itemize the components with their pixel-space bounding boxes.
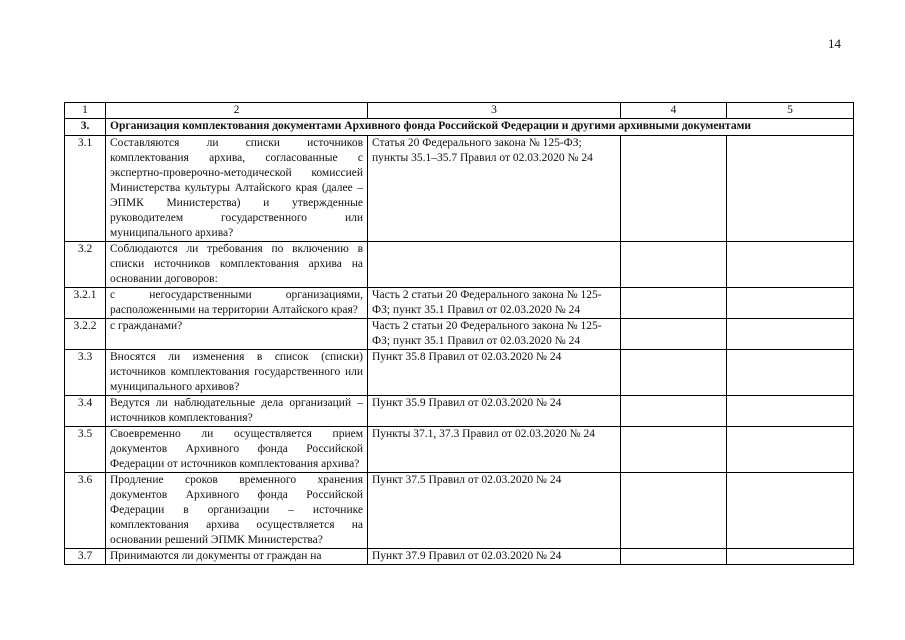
row-number: 3.3 xyxy=(65,350,106,396)
table-row xyxy=(65,427,854,473)
table-row xyxy=(65,549,854,565)
page-number: 14 xyxy=(828,36,841,51)
row-number: 3.2.2 xyxy=(65,319,106,350)
row-reference: Пункт 35.8 Правил от 02.03.2020 № 24 xyxy=(368,350,621,396)
section-number: 3. xyxy=(65,119,106,136)
row-question: с гражданами? xyxy=(106,319,368,350)
row-cell-4 xyxy=(621,549,727,565)
table-row xyxy=(65,136,854,242)
column-header-3: 3 xyxy=(368,103,621,119)
row-question: Вносятся ли изменения в список (списки) источников комплектования государственного или муниципального архивов? xyxy=(106,350,368,396)
column-header-5: 5 xyxy=(727,103,854,119)
row-number: 3.2 xyxy=(65,242,106,288)
section-row xyxy=(65,119,854,136)
row-cell-5 xyxy=(727,136,854,242)
column-header-2: 2 xyxy=(106,103,368,119)
row-cell-4 xyxy=(621,288,727,319)
checklist-table xyxy=(64,102,854,565)
row-cell-5 xyxy=(727,427,854,473)
row-cell-4 xyxy=(621,350,727,396)
row-cell-5 xyxy=(727,242,854,288)
row-cell-5 xyxy=(727,396,854,427)
row-question: Своевременно ли осуществляется прием документов Архивного фонда Российской Федерации от источников комплектования архива? xyxy=(106,427,368,473)
row-cell-4 xyxy=(621,242,727,288)
row-question: Продление сроков временного хранения документов Архивного фонда Российской Федерации в организации – источнике комплектования архива осуществляется на основании решений ЭПМК Министерства? xyxy=(106,473,368,549)
row-cell-5 xyxy=(727,549,854,565)
row-number: 3.2.1 xyxy=(65,288,106,319)
row-question: Принимаются ли документы от граждан на xyxy=(106,549,368,565)
row-question: с негосударственными организациями, расположенными на территории Алтайского края? xyxy=(106,288,368,319)
column-header-1: 1 xyxy=(65,103,106,119)
row-cell-4 xyxy=(621,396,727,427)
column-header-4: 4 xyxy=(621,103,727,119)
row-reference: Статья 20 Федерального закона № 125-ФЗ; пункты 35.1–35.7 Правил от 02.03.2020 № 24 xyxy=(368,136,621,242)
row-reference: Пункты 37.1, 37.3 Правил от 02.03.2020 № 24 xyxy=(368,427,621,473)
table-row xyxy=(65,319,854,350)
table-row xyxy=(65,288,854,319)
row-cell-4 xyxy=(621,319,727,350)
row-cell-5 xyxy=(727,350,854,396)
row-cell-5 xyxy=(727,473,854,549)
row-number: 3.6 xyxy=(65,473,106,549)
table-row xyxy=(65,396,854,427)
row-number: 3.4 xyxy=(65,396,106,427)
row-number: 3.7 xyxy=(65,549,106,565)
table-row xyxy=(65,242,854,288)
row-question: Ведутся ли наблюдательные дела организаций – источников комплектования? xyxy=(106,396,368,427)
column-number-row xyxy=(65,103,854,119)
row-cell-5 xyxy=(727,288,854,319)
row-cell-4 xyxy=(621,427,727,473)
section-title: Организация комплектования документами Архивного фонда Российской Федерации и другими архивными документами xyxy=(106,119,854,136)
table-row xyxy=(65,473,854,549)
row-question: Соблюдаются ли требования по включению в списки источников комплектования архива на основании договоров: xyxy=(106,242,368,288)
row-number: 3.1 xyxy=(65,136,106,242)
row-number: 3.5 xyxy=(65,427,106,473)
row-reference: Часть 2 статьи 20 Федерального закона № 125-ФЗ; пункт 35.1 Правил от 02.03.2020 № 24 xyxy=(368,288,621,319)
row-cell-4 xyxy=(621,473,727,549)
table-row xyxy=(65,350,854,396)
row-reference: Часть 2 статьи 20 Федерального закона № 125-ФЗ; пункт 35.1 Правил от 02.03.2020 № 24 xyxy=(368,319,621,350)
row-cell-4 xyxy=(621,136,727,242)
row-question: Составляются ли списки источников комплектования архива, согласованные с экспертно-проверочно-методической комиссией Министерства культуры Алтайского края (далее – ЭПМК Министерства) и утвержденные руководителем государственного или муниципального архива? xyxy=(106,136,368,242)
row-cell-5 xyxy=(727,319,854,350)
row-reference xyxy=(368,242,621,288)
row-reference: Пункт 35.9 Правил от 02.03.2020 № 24 xyxy=(368,396,621,427)
row-reference: Пункт 37.9 Правил от 02.03.2020 № 24 xyxy=(368,549,621,565)
row-reference: Пункт 37.5 Правил от 02.03.2020 № 24 xyxy=(368,473,621,549)
